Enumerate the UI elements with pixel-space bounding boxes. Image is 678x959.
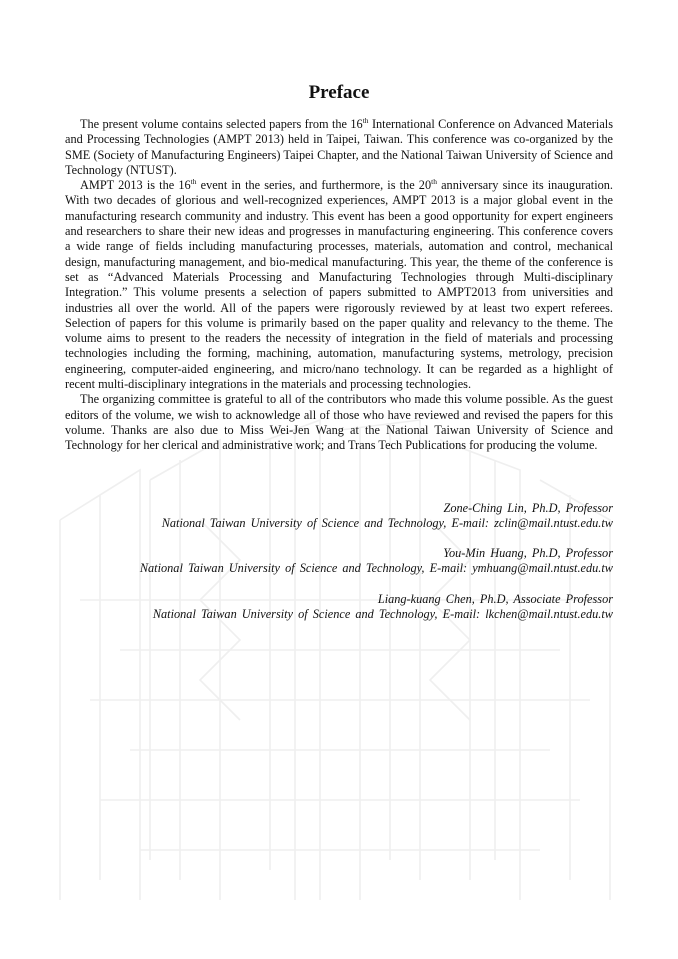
signatory-2 bbox=[65, 546, 613, 577]
paragraph-3 bbox=[65, 392, 613, 453]
signature-section bbox=[65, 501, 613, 623]
paragraph-1 bbox=[65, 117, 613, 178]
signatory-affiliation: National Taiwan University of Science and Technology, E-mail: lkchen@mail.ntust.edu.tw bbox=[152, 607, 613, 622]
ordinal-superscript: th bbox=[190, 177, 197, 187]
ordinal-superscript: th bbox=[362, 115, 369, 125]
signatory-name: Zone-Ching Lin, Ph.D, Professor bbox=[443, 500, 613, 515]
paragraph-2 bbox=[65, 178, 613, 392]
paragraph-2-text-a: AMPT 2013 is the 16 bbox=[80, 178, 191, 193]
signatory-3 bbox=[65, 592, 613, 623]
paragraph-3-text: The organizing committee is grateful to all of the contributors who made this volume possible. As the guest editors of the volume, we wish to acknowledge all of those who have reviewed and revised the papers for this volume. Thanks are also due to Miss Wei-Jen Wang at the National Taiwan University of Science and Technology for her clerical and administrative work; and Trans Tech Publications for producing the volume. bbox=[65, 392, 613, 453]
signatory-name: Liang-kuang Chen, Ph.D, Associate Professor bbox=[377, 591, 613, 606]
signatory-1 bbox=[65, 501, 613, 532]
signatory-affiliation: National Taiwan University of Science and Technology, E-mail: zclin@mail.ntust.edu.tw bbox=[161, 515, 613, 530]
signatory-affiliation: National Taiwan University of Science and Technology, E-mail: ymhuang@mail.ntust.edu.tw bbox=[139, 561, 613, 576]
preface-page bbox=[65, 82, 613, 637]
paragraph-1-text-b: International Conference on Advanced Materials and Processing Technologies (AMPT 2013) held in Taipei, Taiwan. This conference was co-organized by the SME (Society of Manufacturing Engineers) Taipei Chapter, and the National Taiwan University of Science and Technology (NTUST). bbox=[65, 117, 613, 177]
paragraph-1-text-a: The present volume contains selected papers from the 16 bbox=[80, 117, 363, 131]
paragraph-2-text-c: anniversary since its inauguration. With two decades of glorious and well-recognized experiences, AMPT 2013 is a major global event in the manufacturing research community and industry. This event has been a good opportunity for expert engineers and researchers to share their new ideas and progresses in manufacturing engineering. This conference covers a wide range of fields including manufacturing processes, materials, automation and control, mechanical design, manufacturing management, and bio-medical manufacturing. This year, the theme of the conference is set as “Advanced Materials Processing and Manufacturing Technologies through Multi-disciplinary Integration.” This volume presents a selection of papers submitted to AMPT2013 from universities and industries all over the world. All of the papers were rigorously reviewed by at least two expert referees. Selection of papers for this volume is primarily based on the paper quality and relevancy to the theme. The volume aims to present to the readers the necessity of integration in the field of materials and processing technologies including the forming, machining, automation, manufacturing systems, metrology, precision engineering, computer-aided engineering, and micro/nano technology. It can be regarded as a highlight of recent multi-disciplinary integrations in the materials and processing technologies. bbox=[65, 178, 613, 392]
paragraph-2-text-b: event in the series, and furthermore, is the 20 bbox=[196, 178, 432, 193]
page-title: Preface bbox=[308, 82, 370, 103]
ordinal-superscript: th bbox=[431, 177, 437, 187]
signatory-name: You-Min Huang, Ph.D, Professor bbox=[443, 546, 613, 561]
